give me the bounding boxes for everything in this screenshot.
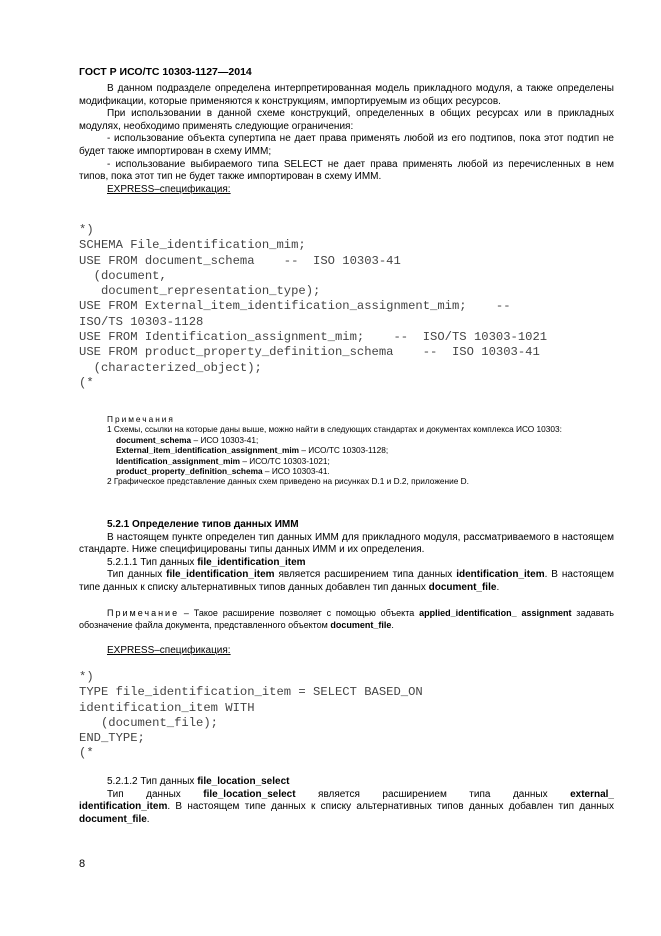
section-heading: 5.2.1 Определение типов данных ИММ bbox=[107, 519, 299, 530]
intro-paragraph-2: При использовании в данной схеме конструкций, определенных в общих ресурсах или в прикладных модулях, необходимо применять следующие ограничения: bbox=[79, 108, 614, 132]
subsection-text: Тип данных file_location_select является расширением типа данных external_ identification_item. В настоящем типе данных к списку альтернативных типов данных добавлен тип данных document_file. bbox=[79, 788, 617, 825]
express-code-block-type bbox=[79, 670, 423, 762]
code-line: identification_item WITH bbox=[79, 700, 255, 715]
note-2: 2 Графическое представление данных схем приведено на рисунках D.1 и D.2, приложение D. bbox=[107, 476, 469, 487]
code-line: ISO/TS 10303-1128 bbox=[79, 314, 204, 329]
code-line: SCHEMA File_identification_mim; bbox=[79, 238, 306, 253]
schema-reference: product_property_definition_schema – ИСО 10303-41. bbox=[116, 466, 330, 477]
code-line: USE FROM Identification_assignment_mim; -- ISO/TS 10303-1021 bbox=[79, 330, 548, 345]
subsection-heading: 5.2.1.1 Тип данных file_identification_item bbox=[107, 556, 306, 568]
section-text: В настоящем пункте определен тип данных ИММ для прикладного модуля, рассматриваемого в настоящем стандарте. Ниже специфицированы типы данных ИММ и их определения. bbox=[79, 531, 614, 556]
code-line: *) bbox=[79, 223, 94, 237]
schema-reference: document_schema – ИСО 10303-41; bbox=[116, 434, 259, 445]
code-line: (document, bbox=[79, 268, 167, 283]
subsection-text: Тип данных file_identification_item является расширением типа данных identification_item. В настоящем типе данных к списку альтернативных типов данных добавлен тип данных document_file. bbox=[79, 569, 614, 593]
subsection-heading: 5.2.1.2 Тип данных file_location_select bbox=[107, 776, 290, 787]
notes-block bbox=[79, 414, 614, 487]
schema-reference: External_item_identification_assignment_mim – ИСО/ТС 10303-1128; bbox=[116, 445, 389, 456]
code-line: USE FROM External_item_identification_assignment_mim; -- bbox=[79, 299, 511, 314]
express-label-2-row bbox=[79, 645, 614, 658]
note-label: Примечание bbox=[107, 608, 180, 618]
code-line: (document_file); bbox=[79, 715, 218, 730]
code-line: document_representation_type); bbox=[79, 284, 321, 299]
code-line: (characterized_object); bbox=[79, 360, 262, 375]
code-line: USE FROM product_property_definition_schema -- ISO 10303-41 bbox=[79, 345, 540, 360]
notes-heading: Примечания bbox=[107, 414, 175, 424]
code-line: (* bbox=[79, 375, 94, 390]
intro-paragraph-1: В данном подразделе определена интерпретированная модель прикладного модуля, а также определены модификации, которые применяются к конструкциям, импортируемым из общих ресурсов. bbox=[79, 83, 614, 107]
schema-reference: Identification_assignment_mim – ИСО/ТС 10303-1021; bbox=[116, 455, 330, 466]
intro-restriction-2: - использование выбираемого типа SELECT не дает права применять любой из перечисленных в нем типов, пока этот тип не будет также импортирован в схему ИММ. bbox=[79, 158, 614, 183]
express-code-block-schema bbox=[79, 223, 547, 391]
code-line: (* bbox=[79, 746, 94, 761]
code-line: *) bbox=[79, 670, 94, 684]
note-1: 1 Схемы, ссылки на которые даны выше, можно найти в следующих стандартах и документах комплекса ИСО 10303: bbox=[107, 424, 562, 435]
express-label: EXPRESS–спецификация: bbox=[107, 645, 231, 656]
document-header: ГОСТ Р ИСО/ТС 10303-1127—2014 bbox=[79, 66, 252, 78]
code-line: USE FROM document_schema -- ISO 10303-41 bbox=[79, 253, 401, 268]
express-label: EXPRESS–спецификация: bbox=[107, 183, 231, 195]
code-line: END_TYPE; bbox=[79, 731, 145, 746]
intro-restriction-1: - использование объекта супертипа не дает права применять любой из его подтипов, пока этот подтип не будет также импортирован в схему ИММ; bbox=[79, 133, 614, 157]
section-5-2-1 bbox=[79, 519, 614, 595]
schema-reference-list bbox=[79, 435, 614, 477]
note-5-2-1-1: Примечание – Такое расширение позволяет с помощью объекта applied_identification_ assignment задавать обозначение файла документа, представленного объектом document_file. bbox=[79, 608, 614, 630]
code-line: TYPE file_identification_item = SELECT BASED_ON bbox=[79, 685, 423, 700]
page-number: 8 bbox=[79, 858, 86, 870]
section-5-2-1-2 bbox=[79, 776, 617, 826]
intro-section bbox=[79, 83, 614, 196]
